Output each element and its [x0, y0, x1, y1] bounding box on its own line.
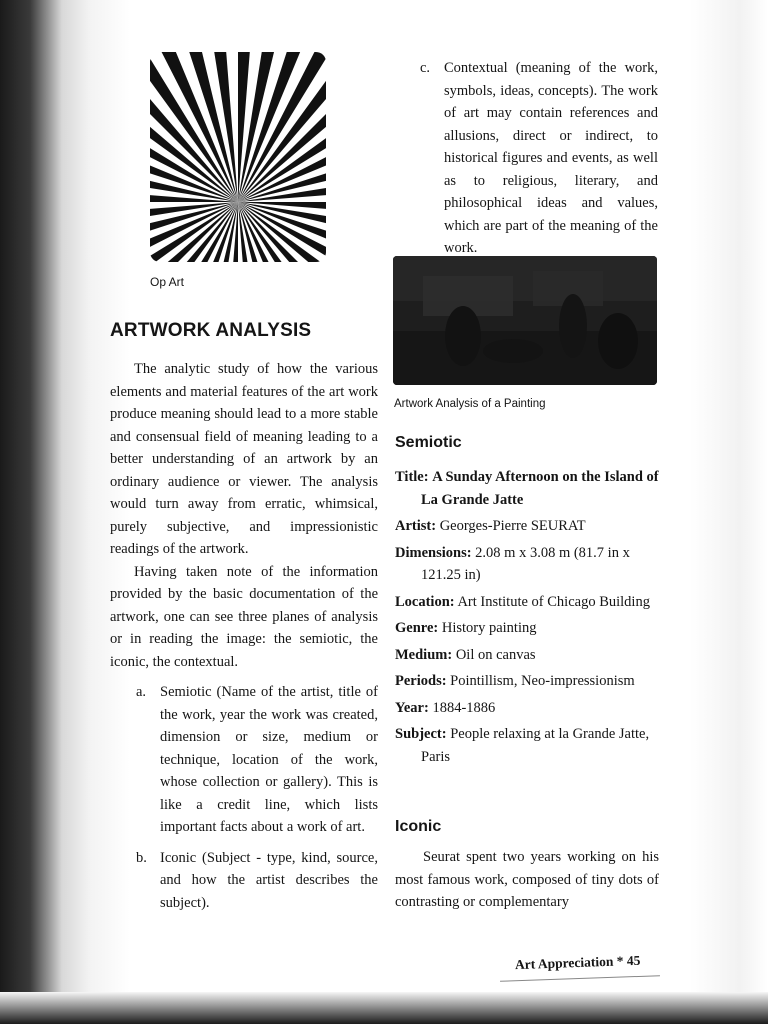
detail-label: Title: — [395, 469, 429, 485]
intro-paragraph: The analytic study of how the various elements and material features of the art work produce meaning should lead to a more stable and consensual field of meaning leading to a better understanding of an artwork by an ordinary audience or viewer. The analysis would turn away from erratic, whimsical, purely subjective, and impressionistic readings of the artwork. — [110, 361, 378, 557]
op-art-caption: Op Art — [150, 275, 185, 289]
detail-artist — [395, 515, 661, 538]
detail-periods — [395, 670, 661, 693]
book-title: Art Appreciation — [514, 953, 614, 973]
semiotic-details — [395, 466, 661, 772]
list-marker: b. — [136, 849, 147, 866]
detail-value: People relaxing at la Grande Jatte, Paris — [421, 726, 650, 765]
painting-figure — [393, 256, 657, 385]
planes-list — [110, 681, 378, 914]
detail-value: Pointillism, Neo-impressionism — [450, 673, 635, 689]
detail-location — [395, 591, 661, 614]
radial-burst-image — [150, 52, 326, 262]
footer-separator: * — [616, 953, 624, 969]
detail-label: Year: — [395, 699, 429, 716]
detail-value: Georges-Pierre SEURAT — [439, 518, 586, 534]
detail-label: Artist: — [395, 518, 437, 534]
dark-painting-image — [393, 256, 657, 385]
planes-paragraph: Having taken note of the information provided by the basic documentation of the artwork, one can see three planes of analysis or in reading the image: the semiotic, the iconic, the contextual. — [110, 563, 378, 670]
detail-subject — [395, 723, 661, 768]
detail-dimensions — [395, 542, 661, 587]
list-item — [110, 681, 378, 839]
detail-label: Medium: — [395, 646, 453, 663]
detail-value: A Sunday Afternoon on the Island of La Grande Jatte — [421, 469, 659, 508]
detail-medium — [395, 644, 661, 667]
detail-label: Periods: — [395, 673, 447, 689]
detail-value: Oil on canvas — [455, 646, 536, 663]
detail-value: 2.08 m x 3.08 m (81.7 in x 121.25 in) — [421, 544, 630, 583]
detail-genre — [395, 617, 661, 640]
page-number: 45 — [626, 952, 641, 969]
list-item-text: Semiotic (Name of the artist, title of the work, year the work was created, dimension or size, medium or technique, location of the work, whose collection or gallery). This is like a credit line, which lists important facts about a work of art. — [160, 684, 378, 835]
list-item-text: Iconic (Subject - type, kind, source, and how the artist describes the subject). — [160, 849, 378, 911]
list-marker: a. — [136, 684, 147, 700]
contextual-item — [420, 57, 658, 260]
page-shadow — [0, 992, 768, 1024]
painting-caption: Artwork Analysis of a Painting — [394, 398, 546, 410]
detail-label: Genre: — [395, 620, 439, 636]
section-heading: ARTWORK ANALYSIS — [110, 320, 312, 341]
contextual-text: Contextual (meaning of the work, symbols, ideas, concepts). The work of art may contain references and allusions, direct or indirect, to historical figures and events, as well as to religious, literary, and philosophical ideas and values, which are part of the meaning of the work. — [444, 60, 658, 256]
detail-title — [395, 466, 661, 511]
list-item — [110, 847, 378, 915]
detail-label: Subject: — [395, 726, 447, 742]
iconic-heading: Iconic — [395, 818, 442, 835]
detail-value: 1884-1886 — [432, 699, 496, 716]
detail-label: Location: — [395, 593, 455, 610]
left-column — [110, 358, 378, 922]
iconic-paragraph: Seurat spent two years working on his most famous work, composed of tiny dots of contrasting or complementary — [395, 849, 659, 910]
semiotic-heading: Semiotic — [395, 434, 462, 451]
list-marker: c. — [420, 60, 431, 76]
detail-year — [395, 697, 661, 720]
detail-value: History painting — [441, 620, 537, 636]
op-art-figure — [150, 52, 326, 262]
detail-value: Art Institute of Chicago Building — [457, 593, 650, 610]
detail-label: Dimensions: — [395, 544, 472, 561]
